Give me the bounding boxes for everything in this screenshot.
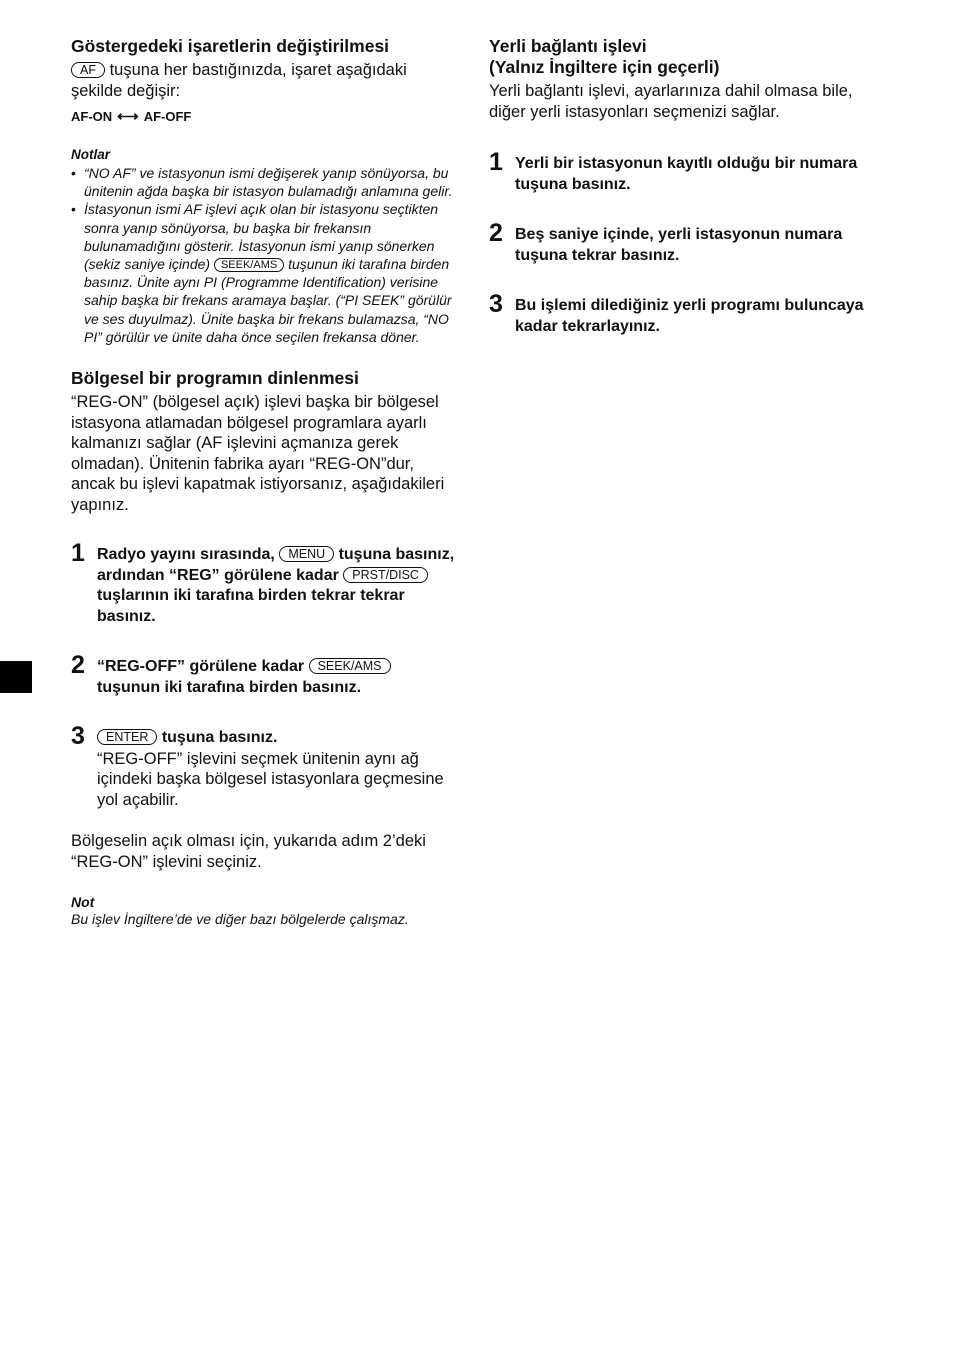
step-subtext: “REG-OFF” işlevini seçmek ünitenin aynı ağ içindeki başka bölgesel istasyonlara geçmesine yol açabilir. — [97, 749, 444, 809]
step-number: 3 — [71, 722, 85, 751]
step-number: 3 — [489, 290, 503, 318]
seek-ams-key-label: SEEK/AMS — [214, 258, 284, 272]
step-text-part: tuşunun iki tarafına birden basınız. — [97, 678, 362, 696]
section-title-display-indicators: Göstergedeki işaretlerin değiştirilmesi — [71, 36, 390, 56]
step-number: 1 — [71, 539, 85, 568]
note-text-part: İstasyonun ismi AF işlevi açık olan bir istasyonu seçtikten sonra yanıp sönüyorsa, bu başka bir frekansın bulunamadığını gösterir. İstasyonun ismi yanıp sönerken (sekiz saniye içinde) — [84, 201, 439, 273]
enter-key-label: ENTER — [97, 729, 157, 745]
note-text: Bu işlev İngiltere’de ve diğer bazı bölgelerde çalışmaz. — [71, 911, 409, 928]
step-text — [97, 545, 456, 627]
regional-intro: “REG-ON” (bölgesel açık) işlevi başka bir bölgesel istasyona atlamadan bölgesel programlara ayarlı kalmanızı sağlar (AF işlevini açmanıza gerek olmadan). Ünitenin fabrika ayarı “REG-ON”dur, ancak bu işlevi kapatmak istiyorsanız, aşağıdakileri yapınız. — [71, 393, 445, 514]
notes-title: Notlar — [71, 147, 111, 162]
step-2 — [71, 651, 456, 698]
section-title-local-link: Yerli bağlantı işlevi — [489, 36, 647, 56]
af-toggle-line — [71, 107, 456, 125]
step-number: 2 — [71, 651, 85, 680]
notes-list — [71, 164, 456, 346]
step-2 — [489, 219, 869, 266]
side-index-tab — [0, 661, 32, 693]
section-title-regional: Bölgesel bir programın dinlenmesi — [71, 368, 359, 389]
step-3 — [489, 290, 869, 337]
step-text-part: Radyo yayını sırasında, — [97, 546, 275, 564]
af-on-label: AF-ON — [71, 108, 113, 124]
af-key-label: AF — [71, 62, 105, 78]
step-text-part: “REG-OFF” görülene kadar — [97, 658, 305, 676]
intro-text: tuşuna her bastığınızda, işaret aşağıdaki şekilde değişir: — [71, 61, 407, 100]
note-title: Not — [71, 894, 95, 911]
section-intro — [71, 60, 456, 101]
step-1 — [71, 539, 456, 627]
seek-ams-key-label: SEEK/AMS — [309, 658, 391, 674]
note-item: • “NO AF” ve istasyonun ismi değişerek yanıp sönüyorsa, bu ünitenin ağda başka bir istasyon bulamadığı anlamına gelir. — [71, 164, 456, 200]
left-column — [71, 36, 456, 928]
double-arrow-icon: ⟷ — [117, 108, 139, 125]
right-column — [489, 36, 869, 337]
prst-disc-key-label: PRST/DISC — [343, 567, 428, 583]
step-text-part: tuşuna basınız, ardından “REG” görülene kadar — [97, 546, 455, 584]
section-subtitle-uk-only: (Yalnız İngiltere için geçerli) — [489, 57, 720, 77]
menu-key-label: MENU — [279, 546, 334, 562]
step-number: 2 — [489, 219, 503, 247]
step-text: Bu işlemi dilediğiniz yerli programı buluncaya kadar tekrarlayınız. — [515, 297, 864, 335]
step-3 — [71, 722, 456, 810]
step-text — [97, 728, 456, 749]
note-text-part: tuşunun iki tarafına birden basınız. Ünite aynı PI (Programme Identification) verisine sahip başka bir frekans aramaya başlar. (“PI SEEK” görülür ve ses duyulmaz). Ünite başka bir frekans bulamazsa, “NO PI” görülür ve ünite daha önce seçilen frekansa döner. — [84, 256, 452, 345]
step-text — [97, 657, 456, 698]
note-item — [71, 200, 456, 346]
regional-after-text: Bölgeselin açık olması için, yukarıda adım 2’deki “REG-ON” işlevini seçiniz. — [71, 832, 426, 871]
step-text-part: tuşuna basınız. — [161, 729, 278, 747]
step-number: 1 — [489, 148, 503, 176]
step-1 — [489, 148, 869, 195]
af-off-label: AF-OFF — [143, 108, 192, 124]
local-link-intro: Yerli bağlantı işlevi, ayarlarınıza dahil olmasa bile, diğer yerli istasyonları seçmenizi sağlar. — [489, 82, 853, 121]
step-text: Yerli bir istasyonun kayıtlı olduğu bir numara tuşuna basınız. — [515, 155, 858, 193]
step-text: Beş saniye içinde, yerli istasyonun numara tuşuna tekrar basınız. — [515, 226, 843, 264]
step-text-part: tuşlarının iki tarafına birden tekrar tekrar basınız. — [97, 587, 405, 625]
